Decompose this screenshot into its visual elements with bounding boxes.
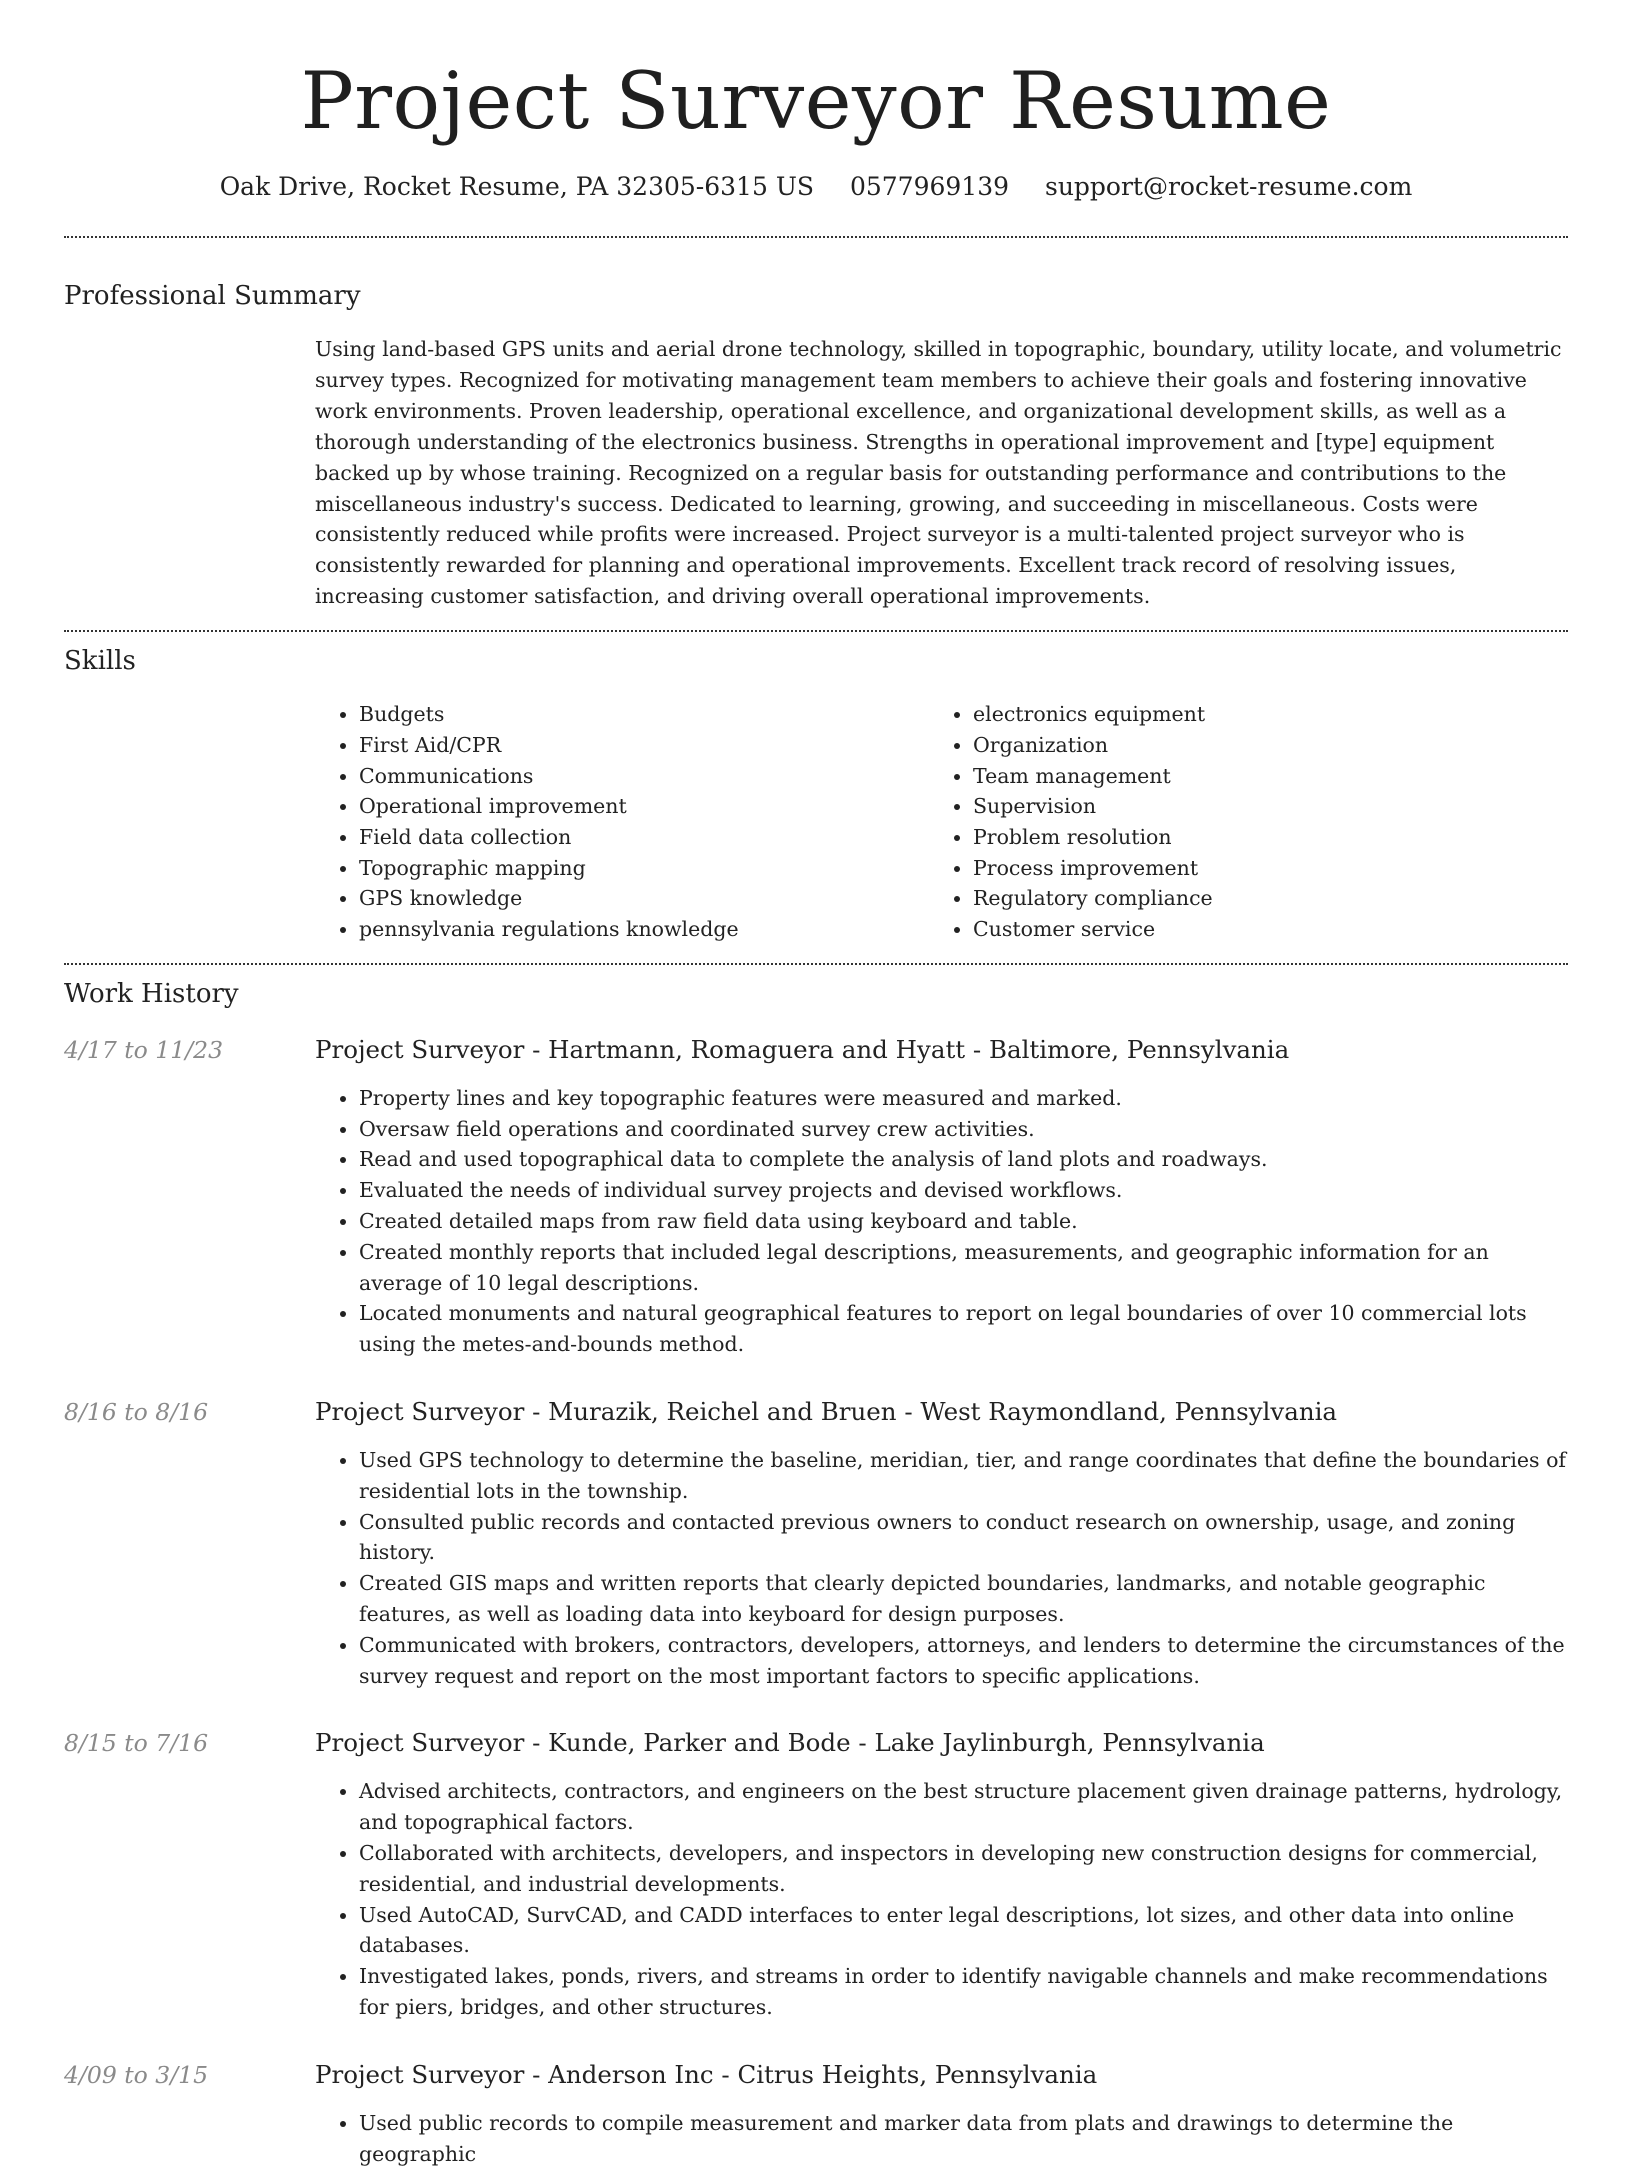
- section-divider: [64, 963, 1568, 965]
- section-divider: [64, 236, 1568, 238]
- job-bullet: • Created detailed maps from raw field data using keyboard and table.: [359, 1206, 1568, 1237]
- job-bullet: • Read and used topographical data to complete the analysis of land plots and roadways.: [359, 1144, 1568, 1175]
- summary-text: Using land-based GPS units and aerial drone technology, skilled in topographic, boundary, utility locate, and volumetric survey types. Recognized for motivating management team members to achieve their goals and fostering innovative work environments. Proven leadership, operational excellence, and organizational development skills, as well as a thorough understanding of the electronics business. Strengths in operational improvement and [type] equipment backed up by whose training. Recognized on a regular basis for outstanding performance and contributions to the miscellaneous industry's success. Dedicated to learning, growing, and succeeding in miscellaneous. Costs were consistently reduced while profits were increased. Project surveyor is a multi-talented project surveyor who is consistently rewarded for planning and operational improvements. Excellent track record of resolving issues, increasing customer satisfaction, and driving overall operational improvements.: [315, 337, 1562, 609]
- job-bullet: • Used AutoCAD, SurvCAD, and CADD interfaces to enter legal descriptions, lot sizes, and other data into online databases.: [359, 1900, 1568, 1962]
- job-dates: 4/09 to 3/15: [64, 2060, 209, 2089]
- skill-item: • Team management: [973, 761, 1543, 792]
- job-title: Project Surveyor - Murazik, Reichel and Bruen - West Raymondland, Pennsylvania: [315, 1396, 1338, 1426]
- job-bullet: • Investigated lakes, ponds, rivers, and streams in order to identify navigable channels and make recommendations for piers, bridges, and other structures.: [359, 1961, 1568, 2023]
- skill-item: • Customer service: [973, 914, 1543, 945]
- job-bullet: • Evaluated the needs of individual survey projects and devised workflows.: [359, 1175, 1568, 1206]
- job-bullet: • Property lines and key topographic features were measured and marked.: [359, 1083, 1568, 1114]
- job-details: [315, 2059, 1568, 2169]
- job-entry: [64, 2059, 1568, 2169]
- job-bullet: • Located monuments and natural geographical features to report on legal boundaries of over 10 commercial lots using the metes-and-bounds method.: [359, 1298, 1568, 1360]
- skills-heading: Skills: [64, 646, 136, 677]
- job-dates: 4/17 to 11/23: [64, 1035, 224, 1064]
- skill-item: • Regulatory compliance: [973, 883, 1543, 914]
- contact-line: [64, 172, 1568, 202]
- page-title: Project Surveyor Resume: [300, 55, 1332, 147]
- job-bullets: [315, 1776, 1568, 2022]
- job-title: Project Surveyor - Hartmann, Romaguera and Hyatt - Baltimore, Pennsylvania: [315, 1034, 1290, 1064]
- job-dates: 8/16 to 8/16: [64, 1397, 209, 1426]
- job-dates: 8/15 to 7/16: [64, 1729, 209, 1758]
- skill-item: • Organization: [973, 730, 1543, 761]
- job-details: [315, 1396, 1568, 1691]
- summary-heading: Professional Summary: [64, 281, 361, 311]
- job-bullet: • Collaborated with architects, developers, and inspectors in developing new construction designs for commercial, residential, and industrial developments.: [359, 1838, 1568, 1900]
- job-bullet: • Advised architects, contractors, and engineers on the best structure placement given drainage patterns, hydrology, and topographical factors.: [359, 1776, 1568, 1838]
- skill-item: • Operational improvement: [359, 791, 929, 822]
- job-title: Project Surveyor - Anderson Inc - Citrus Heights, Pennsylvania: [315, 2059, 1098, 2089]
- job-details: [315, 1034, 1568, 1360]
- job-details: [315, 1727, 1568, 2022]
- skills-list: [315, 699, 1568, 945]
- job-bullet: • Consulted public records and contacted previous owners to conduct research on ownership, usage, and zoning history.: [359, 1507, 1568, 1569]
- skill-item: • Communications: [359, 761, 929, 792]
- skill-item: • pennsylvania regulations knowledge: [359, 914, 929, 945]
- work-history-heading: Work History: [64, 978, 239, 1009]
- contact-phone: 0577969139: [849, 172, 1010, 201]
- contact-address: Oak Drive, Rocket Resume, PA 32305-6315 US: [219, 172, 815, 201]
- skill-item: • Supervision: [973, 791, 1543, 822]
- contact-email: support@rocket-resume.com: [1044, 172, 1413, 201]
- skills-column-right: [929, 699, 1543, 945]
- job-bullet: • Communicated with brokers, contractors, developers, attorneys, and lenders to determine the circumstances of the survey request and report on the most important factors to specific applications.: [359, 1630, 1568, 1692]
- job-bullets: [315, 1083, 1568, 1360]
- resume-page: [64, 0, 1568, 2169]
- job-title: Project Surveyor - Kunde, Parker and Bode - Lake Jaylinburgh, Pennsylvania: [315, 1728, 1265, 1758]
- section-divider: [64, 630, 1568, 632]
- job-bullet: • Created monthly reports that included legal descriptions, measurements, and geographic information for an average of 10 legal descriptions.: [359, 1237, 1568, 1299]
- skill-item: • Topographic mapping: [359, 853, 929, 884]
- skill-item: • Problem resolution: [973, 822, 1543, 853]
- job-bullet: • Oversaw field operations and coordinated survey crew activities.: [359, 1114, 1568, 1145]
- skills-column-left: [315, 699, 929, 945]
- job-bullet: • Used public records to compile measurement and marker data from plats and drawings to determine the geographic: [359, 2108, 1568, 2169]
- job-entry: [64, 1034, 1568, 1360]
- skill-item: • GPS knowledge: [359, 883, 929, 914]
- job-bullet: • Created GIS maps and written reports that clearly depicted boundaries, landmarks, and notable geographic features, as well as loading data into keyboard for design purposes.: [359, 1568, 1568, 1630]
- job-bullet: • Used GPS technology to determine the baseline, meridian, tier, and range coordinates that define the boundaries of residential lots in the township.: [359, 1445, 1568, 1507]
- skill-item: • Process improvement: [973, 853, 1543, 884]
- skill-item: • First Aid/CPR: [359, 730, 929, 761]
- skill-item: • Field data collection: [359, 822, 929, 853]
- skill-item: • electronics equipment: [973, 699, 1543, 730]
- job-entry: [64, 1727, 1568, 2022]
- skill-item: • Budgets: [359, 699, 929, 730]
- job-bullets: [315, 2108, 1568, 2169]
- job-entry: [64, 1396, 1568, 1691]
- job-bullets: [315, 1445, 1568, 1691]
